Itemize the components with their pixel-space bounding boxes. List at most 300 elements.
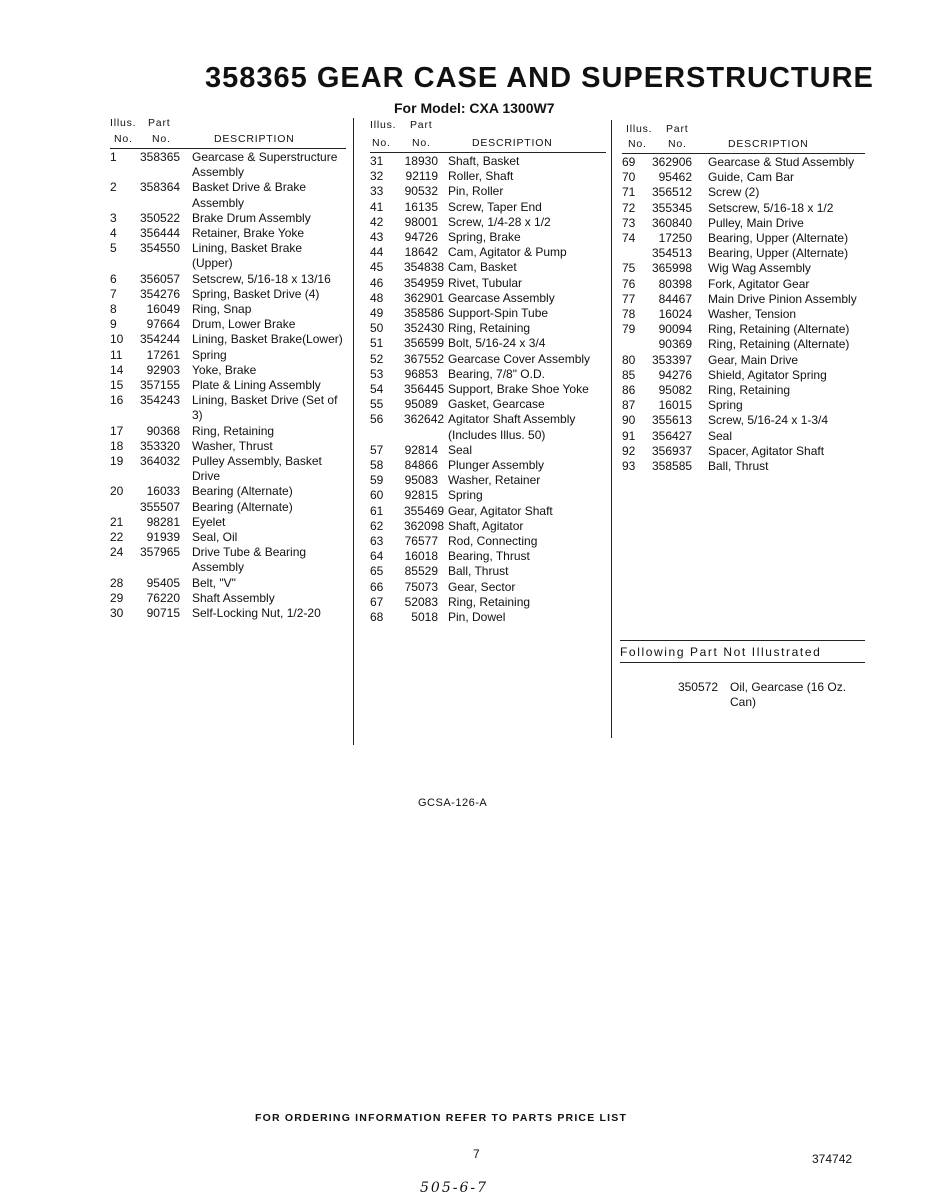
- part-number: 84866: [404, 458, 438, 473]
- illus-number: 52: [370, 351, 384, 366]
- part-row: [110, 317, 346, 332]
- illus-number: 76: [622, 276, 636, 291]
- part-number: 96853: [404, 366, 438, 381]
- part-description: Screw, 5/16-24 x 1-3/4: [708, 413, 829, 428]
- part-number: 358364: [140, 180, 181, 195]
- part-row: [622, 216, 865, 231]
- part-description: Bearing, Thrust: [448, 549, 530, 564]
- part-number: 354276: [140, 286, 181, 301]
- part-row: [110, 439, 346, 454]
- illus-number: 74: [622, 231, 636, 246]
- part-description: Rod, Connecting: [448, 534, 538, 549]
- illus-number: 62: [370, 518, 384, 533]
- part-description: Shield, Agitator Spring: [708, 367, 827, 382]
- column-divider: [611, 120, 612, 738]
- illus-number: 9: [110, 317, 117, 332]
- extra-top-rule: [620, 640, 865, 641]
- part-description: Support-Spin Tube: [448, 306, 549, 321]
- part-number: 358365: [140, 150, 181, 164]
- illustration-code: GCSA-126-A: [418, 797, 488, 809]
- illus-number: 41: [370, 199, 384, 214]
- not-illustrated-row: [620, 680, 860, 710]
- illus-number: 71: [622, 185, 636, 200]
- part-description: Screw, 1/4-28 x 1/2: [448, 214, 551, 229]
- part-number: 90532: [404, 184, 438, 199]
- part-number: 356444: [140, 226, 181, 241]
- illus-number: 86: [622, 383, 636, 398]
- page-title: 358365 GEAR CASE AND SUPERSTRUCTURE: [205, 62, 874, 94]
- illus-number: 14: [110, 362, 124, 377]
- illus-number: 68: [370, 610, 384, 625]
- part-description: Lining, Basket Brake (Upper): [192, 241, 303, 271]
- part-row: [370, 200, 606, 215]
- part-row: [370, 184, 606, 199]
- part-row: [110, 150, 346, 180]
- part-row: [622, 155, 865, 170]
- column-header: [110, 116, 346, 148]
- part-row: [370, 215, 606, 230]
- part-description: Ring, Retaining: [708, 383, 791, 398]
- part-row: [622, 413, 865, 428]
- illus-number: 63: [370, 534, 384, 549]
- part-description: Gearcase Cover Assembly: [448, 351, 591, 366]
- part-description: Cam, Basket: [448, 260, 517, 275]
- part-description: Lining, Basket Brake(Lower): [192, 332, 343, 347]
- part-row: [370, 245, 606, 260]
- illus-number: 85: [622, 367, 636, 382]
- part-description: Gear, Sector: [448, 579, 516, 594]
- part-row: [370, 458, 606, 473]
- illus-number: 59: [370, 473, 384, 488]
- part-number: 354244: [140, 332, 181, 347]
- part-row: [370, 169, 606, 184]
- part-number: 17261: [146, 347, 180, 362]
- illus-number: 66: [370, 579, 384, 594]
- part-description: Spacer, Agitator Shaft: [708, 443, 825, 458]
- part-number: 357965: [140, 545, 181, 560]
- part-description: Drive Tube & Bearing Assembly: [192, 545, 307, 575]
- part-description: Setscrew, 5/16-18 x 1/2: [708, 200, 834, 215]
- part-row: [110, 241, 346, 271]
- part-row: [370, 321, 606, 336]
- part-row: [370, 473, 606, 488]
- illus-header-bottom: No.: [372, 137, 391, 149]
- illus-header-bottom: No.: [628, 138, 647, 150]
- part-number: 92814: [404, 442, 438, 457]
- part-description: Gear, Agitator Shaft: [448, 503, 553, 518]
- illus-header-bottom: No.: [114, 133, 133, 145]
- handwritten-note: 505-6-7: [420, 1180, 488, 1196]
- illus-number: 8: [110, 302, 117, 317]
- illus-number: 32: [370, 169, 384, 184]
- part-number: 353397: [652, 352, 693, 367]
- illus-number: 50: [370, 321, 384, 336]
- part-description: Ring, Retaining: [448, 321, 531, 336]
- part-row: [110, 484, 346, 499]
- illus-number: 72: [622, 200, 636, 215]
- part-row: [622, 201, 865, 216]
- illus-number: 18: [110, 438, 124, 453]
- illus-header-top: Illus.: [110, 117, 137, 129]
- part-row: [370, 534, 606, 549]
- part-row: [622, 337, 865, 352]
- part-description: Seal, Oil: [192, 530, 238, 545]
- illus-number: 16: [110, 393, 124, 408]
- part-description: Shaft Assembly: [192, 590, 275, 605]
- part-number: 16033: [146, 484, 180, 499]
- part-description: Pin, Roller: [448, 184, 504, 199]
- illus-header-top: Illus.: [626, 123, 653, 135]
- illus-number: 22: [110, 530, 124, 545]
- part-number: 95405: [146, 575, 180, 590]
- part-number: 355469: [404, 503, 445, 518]
- part-header-bottom: No.: [152, 133, 171, 145]
- illus-number: 78: [622, 307, 636, 322]
- part-number: 98001: [404, 214, 438, 229]
- part-header-top: Part: [148, 117, 171, 129]
- part-row: [622, 383, 865, 398]
- part-row: [110, 348, 346, 363]
- part-row: [110, 500, 346, 515]
- part-number: 84467: [658, 291, 692, 306]
- part-row: [622, 429, 865, 444]
- part-row: [370, 595, 606, 610]
- part-row: [622, 398, 865, 413]
- part-number: 356937: [652, 443, 693, 458]
- illus-number: 60: [370, 488, 384, 503]
- illus-number: 73: [622, 215, 636, 230]
- illus-number: 56: [370, 412, 384, 427]
- extra-bottom-rule: [620, 662, 865, 663]
- part-number: 355507: [140, 499, 181, 514]
- part-row: [110, 272, 346, 287]
- illus-number: 29: [110, 590, 124, 605]
- illus-number: 75: [622, 261, 636, 276]
- part-description: Gear, Main Drive: [708, 352, 799, 367]
- part-number: 16015: [658, 398, 692, 413]
- illus-number: 45: [370, 260, 384, 275]
- part-number: 52083: [404, 594, 438, 609]
- part-description: Gearcase Assembly: [448, 290, 555, 305]
- part-description: Ring, Snap: [192, 302, 252, 317]
- part-number: 350572: [677, 680, 718, 694]
- part-number: 90094: [658, 322, 692, 337]
- part-number: 354959: [404, 275, 445, 290]
- part-description: Main Drive Pinion Assembly: [708, 291, 857, 306]
- part-number: 367552: [404, 351, 445, 366]
- part-row: [370, 610, 606, 625]
- part-number: 95089: [404, 397, 438, 412]
- part-row: [370, 336, 606, 351]
- part-row: [110, 363, 346, 378]
- part-number: 92119: [405, 169, 438, 184]
- part-number: 18930: [404, 154, 438, 168]
- part-number: 362901: [404, 290, 445, 305]
- illus-number: 44: [370, 245, 384, 260]
- part-number: 356512: [652, 185, 693, 200]
- part-description: Gasket, Gearcase: [448, 397, 545, 412]
- part-number: 354550: [140, 241, 181, 256]
- part-description: Washer, Retainer: [448, 473, 541, 488]
- part-row: [110, 591, 346, 606]
- illus-number: 2: [110, 180, 117, 195]
- part-description: Self-Locking Nut, 1/2-20: [192, 606, 321, 621]
- illus-number: 92: [622, 443, 636, 458]
- part-description: Spring, Basket Drive (4): [192, 286, 320, 301]
- part-description: Cam, Agitator & Pump: [448, 245, 567, 260]
- illus-number: 53: [370, 366, 384, 381]
- illus-number: 46: [370, 275, 384, 290]
- parts-column-1: [110, 116, 346, 621]
- part-number: 16049: [146, 302, 180, 317]
- part-number: 94276: [658, 367, 692, 382]
- part-description: Spring: [448, 488, 483, 503]
- part-row: [110, 378, 346, 393]
- part-number: 360840: [652, 215, 693, 230]
- illus-number: 93: [622, 459, 636, 474]
- part-description: Brake Drum Assembly: [192, 210, 311, 225]
- illus-number: 30: [110, 606, 124, 621]
- header-rule: [110, 148, 346, 149]
- illus-number: 61: [370, 503, 384, 518]
- illus-number: 80: [622, 352, 636, 367]
- part-row: [370, 580, 606, 595]
- part-description: Ring, Retaining: [192, 423, 275, 438]
- illus-number: 3: [110, 210, 117, 225]
- part-row: [370, 291, 606, 306]
- part-description: Ring, Retaining (Alternate): [708, 337, 850, 352]
- part-number: 95462: [658, 170, 692, 185]
- illus-number: 64: [370, 549, 384, 564]
- illus-number: 43: [370, 230, 384, 245]
- part-description: Basket Drive & Brake Assembly: [192, 180, 307, 210]
- part-description: Oil, Gearcase (16 Oz. Can): [730, 680, 847, 710]
- part-row: [110, 515, 346, 530]
- header-rule: [370, 152, 606, 153]
- part-row: [110, 576, 346, 591]
- part-description: Retainer, Brake Yoke: [192, 226, 305, 241]
- part-number: 356057: [140, 271, 181, 286]
- part-number: 356427: [652, 428, 693, 443]
- part-number: 362098: [404, 518, 445, 533]
- illus-number: 1: [110, 150, 117, 164]
- illus-number: 69: [622, 155, 636, 169]
- illus-number: 65: [370, 564, 384, 579]
- part-row: [110, 226, 346, 241]
- part-number: 362642: [404, 412, 445, 427]
- part-description: Spring: [708, 398, 743, 413]
- part-number: 358586: [404, 306, 445, 321]
- part-description: Seal: [448, 442, 473, 457]
- part-description: Lining, Basket Drive (Set of 3): [192, 393, 338, 423]
- part-row: [622, 444, 865, 459]
- illus-number: 19: [110, 454, 124, 469]
- illus-number: 15: [110, 378, 124, 393]
- part-description: Pin, Dowel: [448, 610, 506, 625]
- part-description: Belt, "V": [192, 575, 236, 590]
- part-row: [110, 287, 346, 302]
- part-row: [110, 332, 346, 347]
- parts-column-3: [622, 120, 865, 474]
- header-rule: [622, 153, 865, 154]
- part-row: [110, 393, 346, 423]
- part-description: Setscrew, 5/16-18 x 13/16: [192, 271, 331, 286]
- part-description: Guide, Cam Bar: [708, 170, 795, 185]
- part-description: Washer, Tension: [708, 307, 797, 322]
- part-number: 354513: [652, 246, 693, 261]
- part-row: [370, 564, 606, 579]
- part-row: [622, 246, 865, 261]
- part-description: Plunger Assembly: [448, 458, 545, 473]
- illus-number: 54: [370, 382, 384, 397]
- description-header: DESCRIPTION: [214, 133, 295, 145]
- part-row: [622, 368, 865, 383]
- part-description: Fork, Agitator Gear: [708, 276, 810, 291]
- illus-number: 67: [370, 594, 384, 609]
- part-description: Yoke, Brake: [192, 362, 257, 377]
- illus-number: 51: [370, 336, 384, 351]
- part-number: 354243: [140, 393, 181, 408]
- part-row: [622, 277, 865, 292]
- part-row: [110, 545, 346, 575]
- part-description: Pulley Assembly, Basket Drive: [192, 454, 322, 484]
- part-number: 358585: [652, 459, 693, 474]
- part-number: 16024: [658, 307, 692, 322]
- part-row: [370, 488, 606, 503]
- part-description: Ball, Thrust: [448, 564, 509, 579]
- part-description: Screw, Taper End: [448, 199, 542, 214]
- part-description: Bearing (Alternate): [192, 484, 293, 499]
- part-number: 91939: [146, 530, 180, 545]
- part-number: 75073: [404, 579, 438, 594]
- part-row: [370, 306, 606, 321]
- part-description: Bearing (Alternate): [192, 499, 293, 514]
- part-row: [622, 170, 865, 185]
- part-row: [370, 504, 606, 519]
- part-description: Support, Brake Shoe Yoke: [448, 382, 589, 397]
- part-number: 98281: [146, 514, 180, 529]
- part-number: 76220: [146, 590, 180, 605]
- part-row: [370, 260, 606, 275]
- description-header: DESCRIPTION: [472, 137, 553, 149]
- part-row: [622, 185, 865, 200]
- part-row: [622, 307, 865, 322]
- part-number: 76577: [404, 534, 438, 549]
- part-number: 5018: [411, 610, 438, 625]
- part-description: Shaft, Basket: [448, 154, 520, 168]
- part-number: 94726: [404, 230, 438, 245]
- part-row: [110, 424, 346, 439]
- part-description: Washer, Thrust: [192, 438, 273, 453]
- column-header: [622, 120, 865, 152]
- part-row: [622, 322, 865, 337]
- part-number: 92903: [146, 362, 180, 377]
- illus-number: 24: [110, 545, 124, 560]
- illus-number: 33: [370, 184, 384, 199]
- illus-number: 6: [110, 271, 117, 286]
- illus-header-top: Illus.: [370, 119, 397, 131]
- part-number: 95082: [658, 383, 692, 398]
- part-description: Bearing, Upper (Alternate): [708, 246, 849, 261]
- part-number: 355613: [652, 413, 693, 428]
- part-row: [110, 180, 346, 210]
- part-row: [110, 211, 346, 226]
- illus-number: 87: [622, 398, 636, 413]
- illus-number: 70: [622, 170, 636, 185]
- part-description: Rivet, Tubular: [448, 275, 523, 290]
- part-description: Pulley, Main Drive: [708, 215, 804, 230]
- part-row: [370, 443, 606, 458]
- part-row: [370, 397, 606, 412]
- description-header: DESCRIPTION: [728, 138, 809, 150]
- illus-number: 17: [110, 423, 124, 438]
- part-description: Spring, Brake: [448, 230, 521, 245]
- illus-number: 42: [370, 214, 384, 229]
- document-number: 374742: [812, 1152, 853, 1166]
- illus-number: 21: [110, 514, 124, 529]
- part-number: 80398: [658, 276, 692, 291]
- column-divider: [353, 118, 354, 745]
- part-description: Gearcase & Superstructure Assembly: [192, 150, 338, 180]
- part-description: Drum, Lower Brake: [192, 317, 296, 332]
- part-number: 90368: [146, 423, 180, 438]
- illus-number: 90: [622, 413, 636, 428]
- illus-number: 79: [622, 322, 636, 337]
- part-number: 364032: [140, 454, 181, 469]
- part-description: Wig Wag Assembly: [708, 261, 811, 276]
- illus-number: 57: [370, 442, 384, 457]
- part-row: [370, 352, 606, 367]
- part-description: Ring, Retaining (Alternate): [708, 322, 850, 337]
- part-row: [370, 367, 606, 382]
- illus-number: 28: [110, 575, 124, 590]
- part-row: [622, 459, 865, 474]
- part-row: [370, 276, 606, 291]
- part-description: Eyelet: [192, 514, 226, 529]
- part-number: 355345: [652, 200, 693, 215]
- part-description: Agitator Shaft Assembly (Includes Illus. 50): [448, 412, 576, 442]
- part-number: 16018: [404, 549, 438, 564]
- illus-number: 31: [370, 154, 384, 168]
- part-row: [110, 606, 346, 621]
- part-description: Bearing, Upper (Alternate): [708, 231, 849, 246]
- part-header-bottom: No.: [668, 138, 687, 150]
- part-number: 92815: [404, 488, 438, 503]
- not-illustrated-heading: Following Part Not Illustrated: [620, 645, 822, 659]
- part-number: 90715: [146, 606, 180, 621]
- part-number: 356445: [404, 382, 445, 397]
- illus-number: 77: [622, 291, 636, 306]
- part-row: [110, 530, 346, 545]
- part-description: Roller, Shaft: [448, 169, 514, 184]
- part-description: Ball, Thrust: [708, 459, 769, 474]
- part-description: Seal: [708, 428, 733, 443]
- part-row: [370, 519, 606, 534]
- part-number: 85529: [404, 564, 438, 579]
- part-number: 365998: [652, 261, 693, 276]
- part-header-top: Part: [666, 123, 689, 135]
- part-description: Screw (2): [708, 185, 760, 200]
- illus-number: 48: [370, 290, 384, 305]
- part-number: 354838: [404, 260, 445, 275]
- part-number: 353320: [140, 438, 181, 453]
- part-number: 362906: [652, 155, 693, 169]
- part-header-top: Part: [410, 119, 433, 131]
- part-description: Plate & Lining Assembly: [192, 378, 321, 393]
- part-description: Ring, Retaining: [448, 594, 531, 609]
- part-number: 356599: [404, 336, 445, 351]
- illus-number: 4: [110, 226, 117, 241]
